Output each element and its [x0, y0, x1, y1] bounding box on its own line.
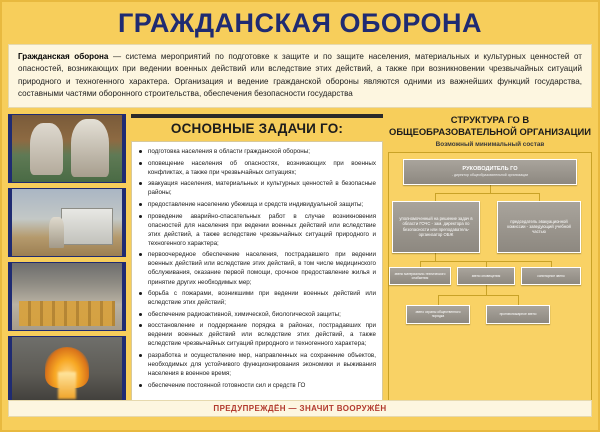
page-title: ГРАЖДАНСКАЯ ОБОРОНА — [117, 7, 483, 38]
list-item: предоставление населению убежища и средств индивидуальной защиты; — [137, 200, 376, 209]
photo-shelter-evacuation — [8, 188, 126, 257]
connector-row4-b — [518, 295, 519, 305]
org-node-sanitary — [521, 267, 581, 285]
connector-row2-right — [539, 193, 540, 201]
list-item: подготовка населения в области гражданской обороны; — [137, 147, 376, 156]
intro-lead: Гражданская оборона — [18, 52, 109, 61]
connector-row4-drop — [486, 285, 487, 295]
list-item: оповещение населения об опасностях, возникающих при военных конфликтах, а также при чрезвычайных ситуациях; — [137, 159, 376, 177]
org-chart — [388, 152, 592, 406]
list-item: первоочередное обеспечение населения, пострадавшего при ведении военных действий или вследствие этих действий, в том числе медицинского обслуживания, оказание первой помощи, срочное предоставление жилья и принятие других необходимых мер; — [137, 250, 376, 286]
tasks-divider — [131, 114, 383, 118]
footer-motto: ПРЕДУПРЕЖДЁН — ЗНАЧИТ ВООРУЖЁН — [213, 404, 387, 413]
list-item: обеспечение радиоактивной, химической, биологической защиты; — [137, 310, 376, 319]
photo-storage-facility — [8, 262, 126, 331]
list-item: борьба с пожарами, возникшими при ведении военных действий или вследствие этих действий; — [137, 289, 376, 307]
photo-explosion — [8, 336, 126, 405]
tasks-list — [137, 147, 376, 390]
connector-row3-drop — [435, 253, 436, 261]
intro-panel — [8, 44, 592, 108]
list-item: разработка и осуществление мер, направленных на сохранение объектов, необходимых для устойчивого функционирования экономики и выживания населения в военное время; — [137, 351, 376, 378]
intro-body: — система мероприятий по подготовке к защите и по защите населения, материальных и культурных ценностей от опасностей, возникающих при ведении военных действий или вследствие этих действий, а также при возникновении чрезвычайных ситуаций природного и техногенного характера. Организация и ведение гражданской обороны являются одними из важнейших функций государства, составными частями оборонного строительства, обеспечения безопасности государства — [18, 52, 582, 98]
org-node-public-order-label: звено охраны общественного порядка — [415, 310, 461, 319]
org-node-alerting — [457, 267, 515, 285]
tasks-box — [131, 141, 383, 405]
org-node-head-title: РУКОВОДИТЕЛЬ ГО — [462, 165, 518, 172]
connector-row4-a — [438, 295, 439, 305]
org-node-alerting-label: звено оповещения — [471, 273, 501, 278]
org-node-gochs-label: уполномоченный на решение задач в области ГОЧС - зам. директора по безопасности или преподаватель-организатор ОБЖ — [399, 215, 473, 238]
tasks-panel — [131, 114, 383, 405]
connector-head-down — [490, 185, 491, 193]
org-node-logistics-label: звено материально-технического снабжения — [394, 271, 446, 280]
footer-panel — [8, 400, 592, 417]
org-node-sanitary-label: санитарное звено — [537, 273, 565, 278]
structure-panel — [388, 114, 592, 405]
title-bar — [2, 2, 598, 44]
org-node-firefighting-label: противопожарное звено — [499, 312, 537, 317]
org-node-firefighting — [486, 305, 550, 324]
org-node-head — [403, 159, 577, 185]
org-node-public-order — [406, 305, 470, 324]
footer-band — [2, 400, 598, 430]
org-node-evacuation — [497, 201, 581, 253]
org-node-logistics — [389, 267, 451, 285]
list-item: обеспечение постоянной готовности сил и средств ГО — [137, 381, 376, 390]
list-item: эвакуация населения, материальных и культурных ценностей в безопасные районы; — [137, 179, 376, 197]
photo-strip — [8, 114, 126, 405]
list-item: проведение аварийно-спасательных работ в случае возникновения опасностей для населения при ведении военных действий или вследствие этих действий, а также вследствие чрезвычайных ситуаций природного и техногенного характера; — [137, 212, 376, 248]
tasks-heading: ОСНОВНЫЕ ЗАДАЧИ ГО: — [170, 121, 344, 137]
structure-heading: СТРУКТУРА ГО В ОБЩЕОБРАЗОВАТЕЛЬНОЙ ОРГАНИЗАЦИИ — [389, 114, 591, 137]
photo-chemical-protection — [8, 114, 126, 183]
intro-text — [18, 51, 582, 100]
connector-row2-h — [435, 193, 539, 194]
body-area — [2, 108, 598, 405]
list-item: восстановление и поддержание порядка в районах, пострадавших при ведении военных действий или вследствие этих действий, а также вследствие чрезвычайных ситуаций природного и техногенного характера; — [137, 321, 376, 348]
org-node-gochs — [392, 201, 480, 253]
structure-subheading: Возможный минимальный состав — [435, 140, 545, 148]
org-node-head-subtitle: - директор общеобразовательной организации — [451, 173, 529, 178]
org-node-evacuation-label: председатель эвакуационной комиссии - заведующий учебной частью — [507, 218, 571, 235]
connector-row2-left — [435, 193, 436, 201]
connector-row4-h — [438, 295, 518, 296]
